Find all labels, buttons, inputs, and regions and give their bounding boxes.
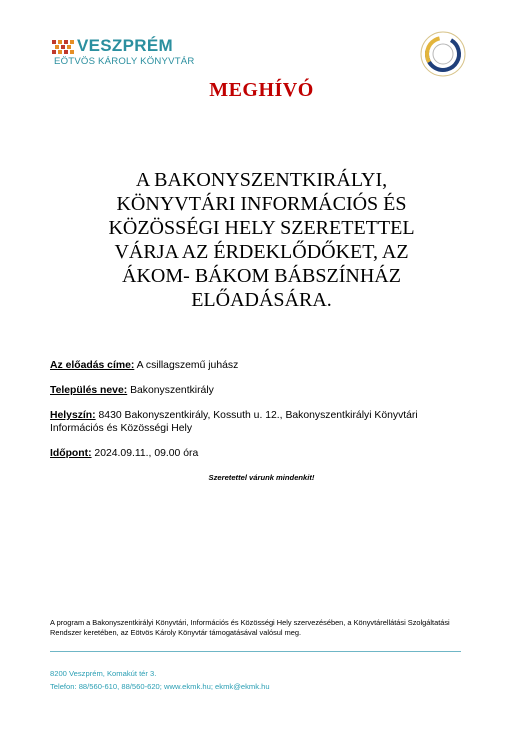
logo-subtitle: EÖTVÖS KÁROLY KÖNYVTÁR (54, 56, 195, 67)
headline-line: ELŐADÁSÁRA. (191, 289, 332, 311)
time-row (50, 447, 470, 460)
invitation-headline (40, 168, 483, 312)
time-label: Időpont: (50, 448, 92, 459)
footer-contact: Telefon: 88/560-610, 88/560-620; www.ekmk.hu; ekmk@ekmk.hu (50, 682, 270, 691)
headline-line: VÁRJA AZ ÉRDEKLŐDŐKET, AZ (114, 241, 409, 263)
headline-line: A BAKONYSZENTKIRÁLYI, (135, 169, 388, 191)
headline-line: ÁKOM- BÁKOM BÁBSZÍNHÁZ (122, 265, 401, 287)
program-note: A program a Bakonyszentkirályi Könyvtári, Információs és Közösségi Hely szervezésében, a Könyvtárellátási Szolgáltatási Rendszer keretében, az Eötvös Károly Könyvtár támogatásával valósul meg. (50, 618, 450, 637)
settlement-row (50, 384, 470, 397)
performance-value: A csillagszemű juhász (134, 360, 239, 371)
circular-seal-icon (419, 30, 467, 78)
footer-address: 8200 Veszprém, Komakút tér 3. (50, 669, 157, 678)
time-value: 2024.09.11., 09.00 óra (91, 448, 199, 459)
settlement-value: Bakonyszentkirály (127, 385, 214, 396)
footer-divider (50, 651, 461, 652)
library-logo (52, 36, 202, 70)
performance-title-row (50, 359, 470, 372)
venue-label: Helyszín: (50, 410, 96, 421)
logo-title: VESZPRÉM (77, 36, 173, 55)
settlement-label: Település neve: (50, 385, 128, 396)
performance-label: Az előadás címe: (50, 360, 135, 371)
headline-line: KÖNYVTÁRI INFORMÁCIÓS ÉS (116, 193, 407, 215)
venue-value: 8430 Bakonyszentkirály, Kossuth u. 12., Bakonyszentkirályi Könyvtári Információs és Közösségi Hely (50, 410, 418, 434)
welcome-text: Szeretettel várunk mindenkit! (208, 473, 315, 482)
page-title: MEGHÍVÓ (209, 79, 314, 101)
headline-line: KÖZÖSSÉGI HELY SZERETETTEL (108, 217, 415, 239)
venue-row (50, 409, 470, 435)
